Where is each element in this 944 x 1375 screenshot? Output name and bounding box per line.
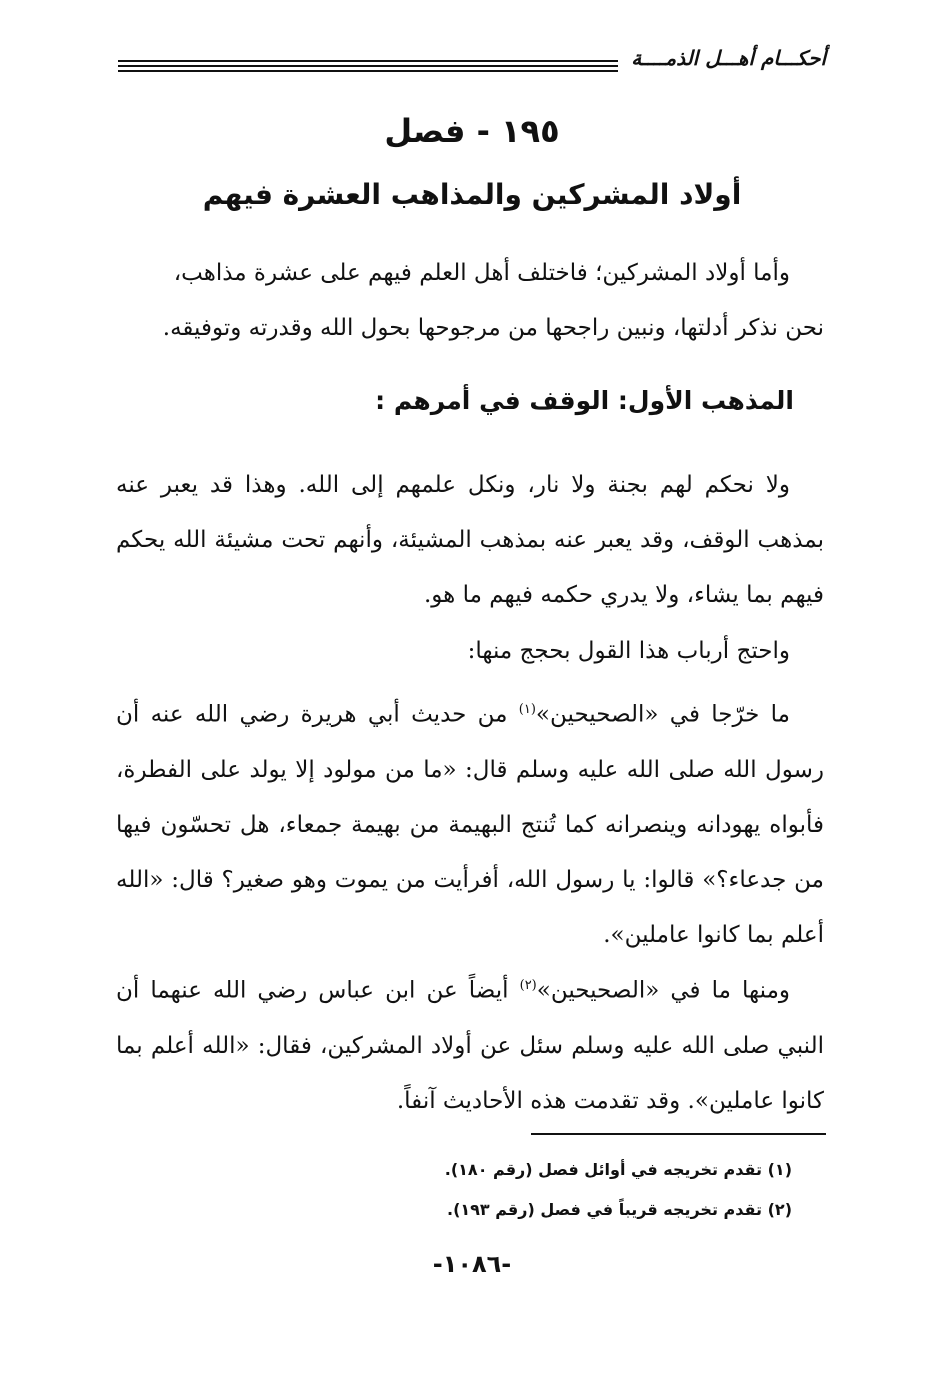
body-paragraph-2: [116, 624, 824, 679]
body-paragraph-3: [116, 682, 824, 963]
footnote-2: (٢) تقدم تخريجه قريباً في فصل (رقم ١٩٣).: [446, 1200, 792, 1219]
footnote-1: (١) تقدم تخريجه في أوائل فصل (رقم ١٨٠).: [444, 1160, 792, 1179]
page-number: -١٠٨٦-: [432, 1250, 512, 1278]
paragraph-text-start: ومنها ما في «الصحيحين»: [536, 977, 791, 1004]
header-rule: [118, 60, 618, 72]
subheading: المذهب الأول: الوقف في أمرهم :: [375, 386, 794, 415]
footnotes: [252, 1150, 792, 1230]
running-header: [118, 42, 826, 82]
intro-line-2: نحن نذكر أدلتها، ونبين راجحها من مرجوحها بحول الله وقدرته وتوفيقه.: [162, 315, 824, 341]
body-paragraph-4: [116, 958, 824, 1129]
section-number: ١٩٥ - فصل: [384, 112, 560, 150]
paragraph-text-start: ما خرّجا في «الصحيحين»: [535, 701, 790, 728]
intro-line-1: وأما أولاد المشركين؛ فاختلف أهل العلم فيهم على عشرة مذاهب،: [173, 260, 790, 286]
paragraph-text: واحتج أرباب هذا القول بحجج منها:: [467, 638, 790, 664]
paragraph-text: [116, 958, 824, 1129]
body-paragraph-1: [116, 458, 824, 623]
section-title: أولاد المشركين والمذاهب العشرة فيهم: [202, 178, 742, 211]
paragraph-text-rest: أيضاً عن ابن عباس رضي الله عنهما أن النبي صلى الله عليه وسلم سئل عن أولاد المشركين، فقال: «الله أعلم بما كانوا عاملين». وقد تقدمت هذه الأحاديث آنفاً.: [116, 977, 824, 1114]
footnote-ref-1[interactable]: (١): [518, 702, 536, 717]
paragraph-text: [116, 682, 824, 963]
footnote-divider: [531, 1133, 826, 1135]
intro-paragraph: [116, 246, 824, 356]
running-header-title: أحكـــام أهـــل الذمــــة: [631, 46, 826, 70]
footnote-ref-2[interactable]: (٢): [519, 978, 537, 993]
paragraph-text-rest: من حديث أبي هريرة رضي الله عنه أن رسول الله صلى الله عليه وسلم قال: «ما من مولود إلا يولد على الفطرة، فأبواه يهودانه وينصرانه كما تُنتج البهيمة من بهيمة جمعاء، هل تحسّون فيها من جدعاء؟» قالوا: يا رسول الله، أفرأيت من يموت وهو صغير؟ قال: «الله أعلم بما كانوا عاملين».: [116, 701, 824, 948]
paragraph-text: ولا نحكم لهم بجنة ولا نار، ونكل علمهم إلى الله. وهذا قد يعبر عنه بمذهب الوقف، وقد يعبر عنه بمذهب المشيئة، وأنهم تحت مشيئة الله يحكم فيهم بما يشاء، ولا يدري حكمه فيهم ما هو.: [116, 472, 824, 608]
